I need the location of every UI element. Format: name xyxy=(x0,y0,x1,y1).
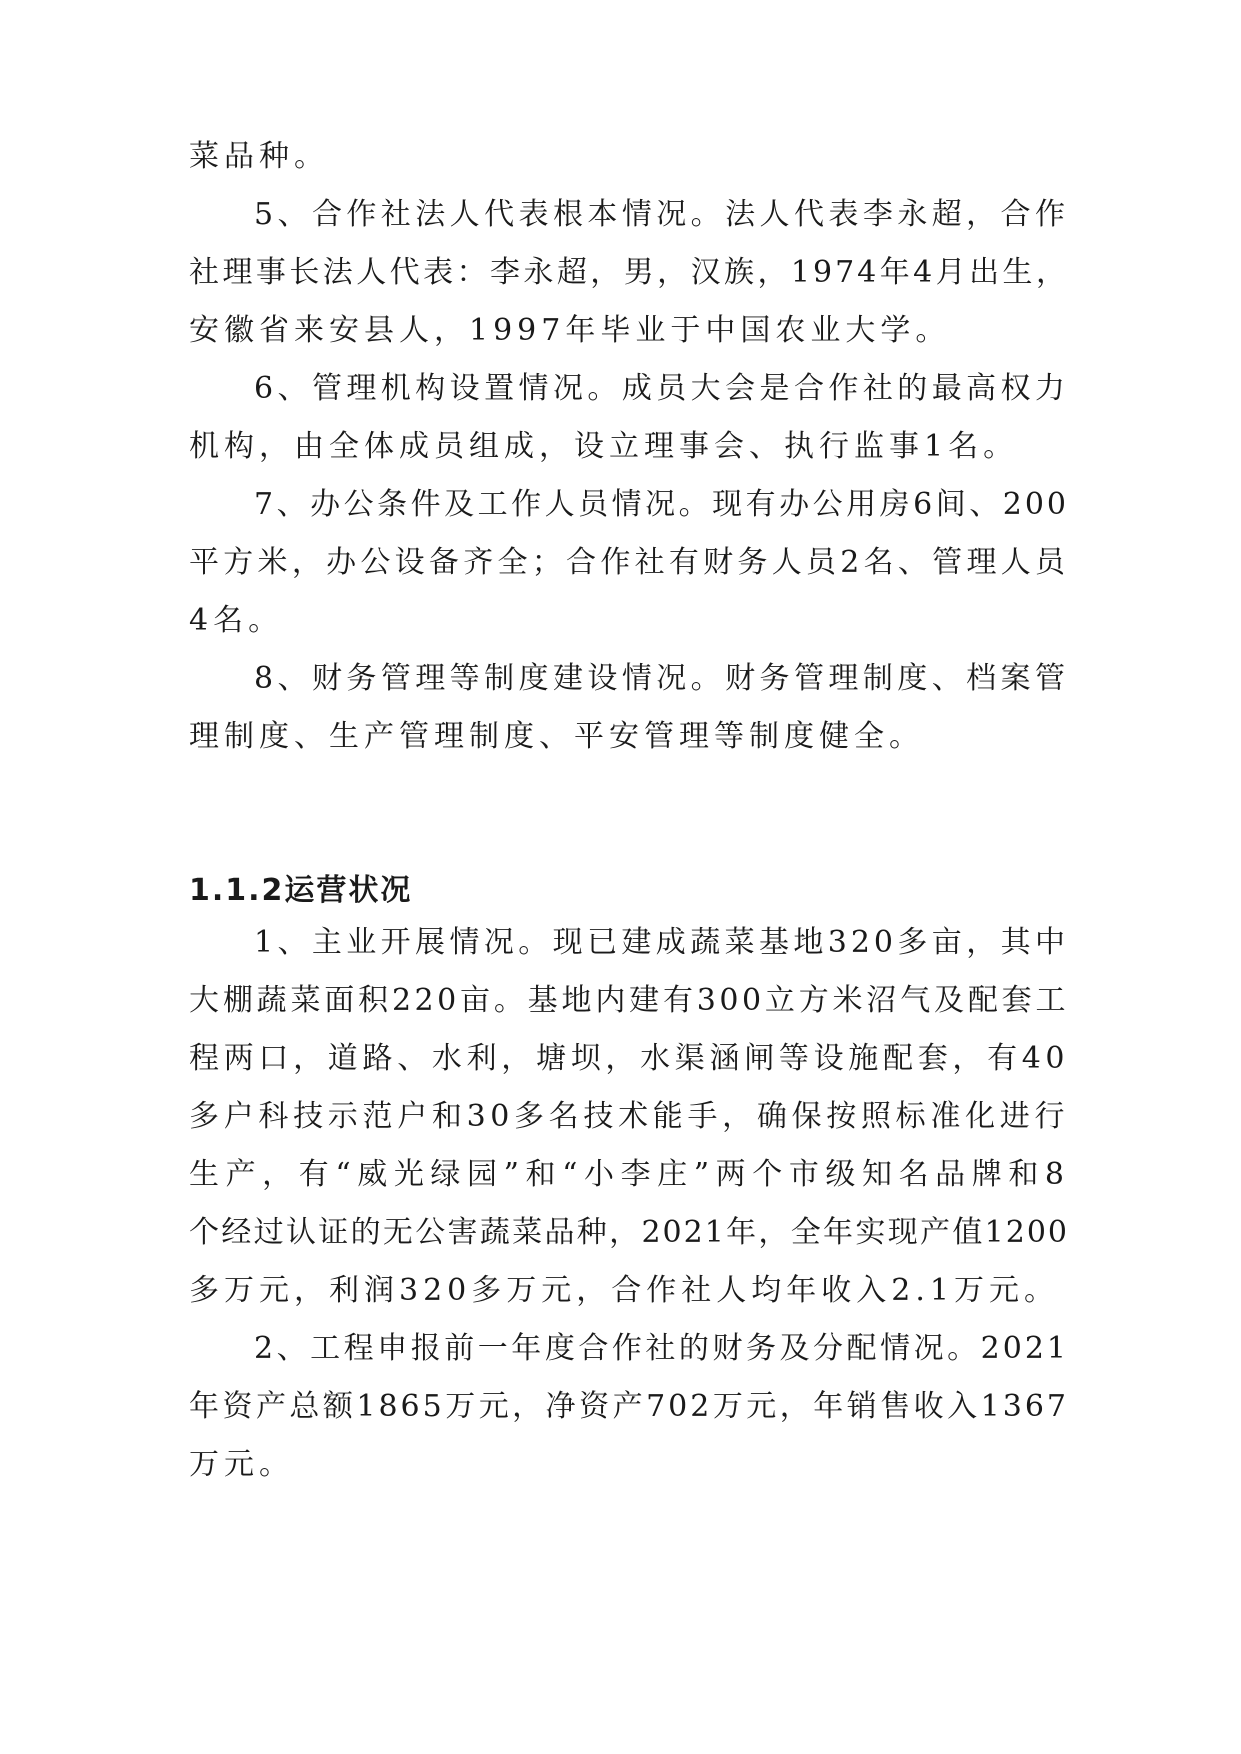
paragraph-line: 安徽省来安县人，1997年毕业于中国农业大学。 xyxy=(189,313,951,348)
paragraph-line: 程两口，道路、水利，塘坝，水渠涵闸等设施配套，有40 xyxy=(189,1041,1069,1076)
paragraph-line: 理制度、生产管理制度、平安管理等制度健全。 xyxy=(189,719,924,754)
paragraph-line: 生产，有“威光绿园”和“小李庄”两个市级知名品牌和8 xyxy=(189,1157,1069,1192)
paragraph-line: 大棚蔬菜面积220亩。基地内建有300立方米沼气及配套工 xyxy=(189,983,1069,1018)
paragraph-line: 1、主业开展情况。现已建成蔬菜基地320多亩，其中 xyxy=(254,925,1069,960)
paragraph-line: 年资产总额1865万元，净资产702万元，年销售收入1367 xyxy=(189,1389,1069,1424)
paragraph-line: 8、财务管理等制度建设情况。财务管理制度、档案管 xyxy=(254,661,1069,696)
paragraph-line: 5、合作社法人代表根本情况。法人代表李永超，合作 xyxy=(254,197,1069,232)
paragraph-line: 万元。 xyxy=(189,1447,294,1482)
paragraph-line: 7、办公条件及工作人员情况。现有办公用房6间、200 xyxy=(254,487,1069,522)
paragraph-line: 社理事长法人代表：李永超，男，汉族，1974年4月出生， xyxy=(189,255,1069,290)
paragraph-line: 个经过认证的无公害蔬菜品种，2021年，全年实现产值1200 xyxy=(189,1215,1069,1250)
paragraph-line: 2、工程申报前一年度合作社的财务及分配情况。2021 xyxy=(254,1331,1069,1366)
paragraph-line: 多万元，利润320多万元，合作社人均年收入2.1万元。 xyxy=(189,1273,1059,1308)
paragraph-line: 4名。 xyxy=(189,603,284,638)
paragraph-line: 多户科技示范户和30多名技术能手，确保按照标准化进行 xyxy=(189,1099,1069,1134)
paragraph-line: 机构，由全体成员组成，设立理事会、执行监事1名。 xyxy=(189,429,1019,464)
paragraph-line: 平方米，办公设备齐全；合作社有财务人员2名、管理人员 xyxy=(189,545,1069,580)
paragraph-line: 6、管理机构设置情况。成员大会是合作社的最高权力 xyxy=(254,371,1069,406)
paragraph-line: 菜品种。 xyxy=(189,139,329,174)
section-heading: 1.1.2运营状况 xyxy=(189,873,413,908)
